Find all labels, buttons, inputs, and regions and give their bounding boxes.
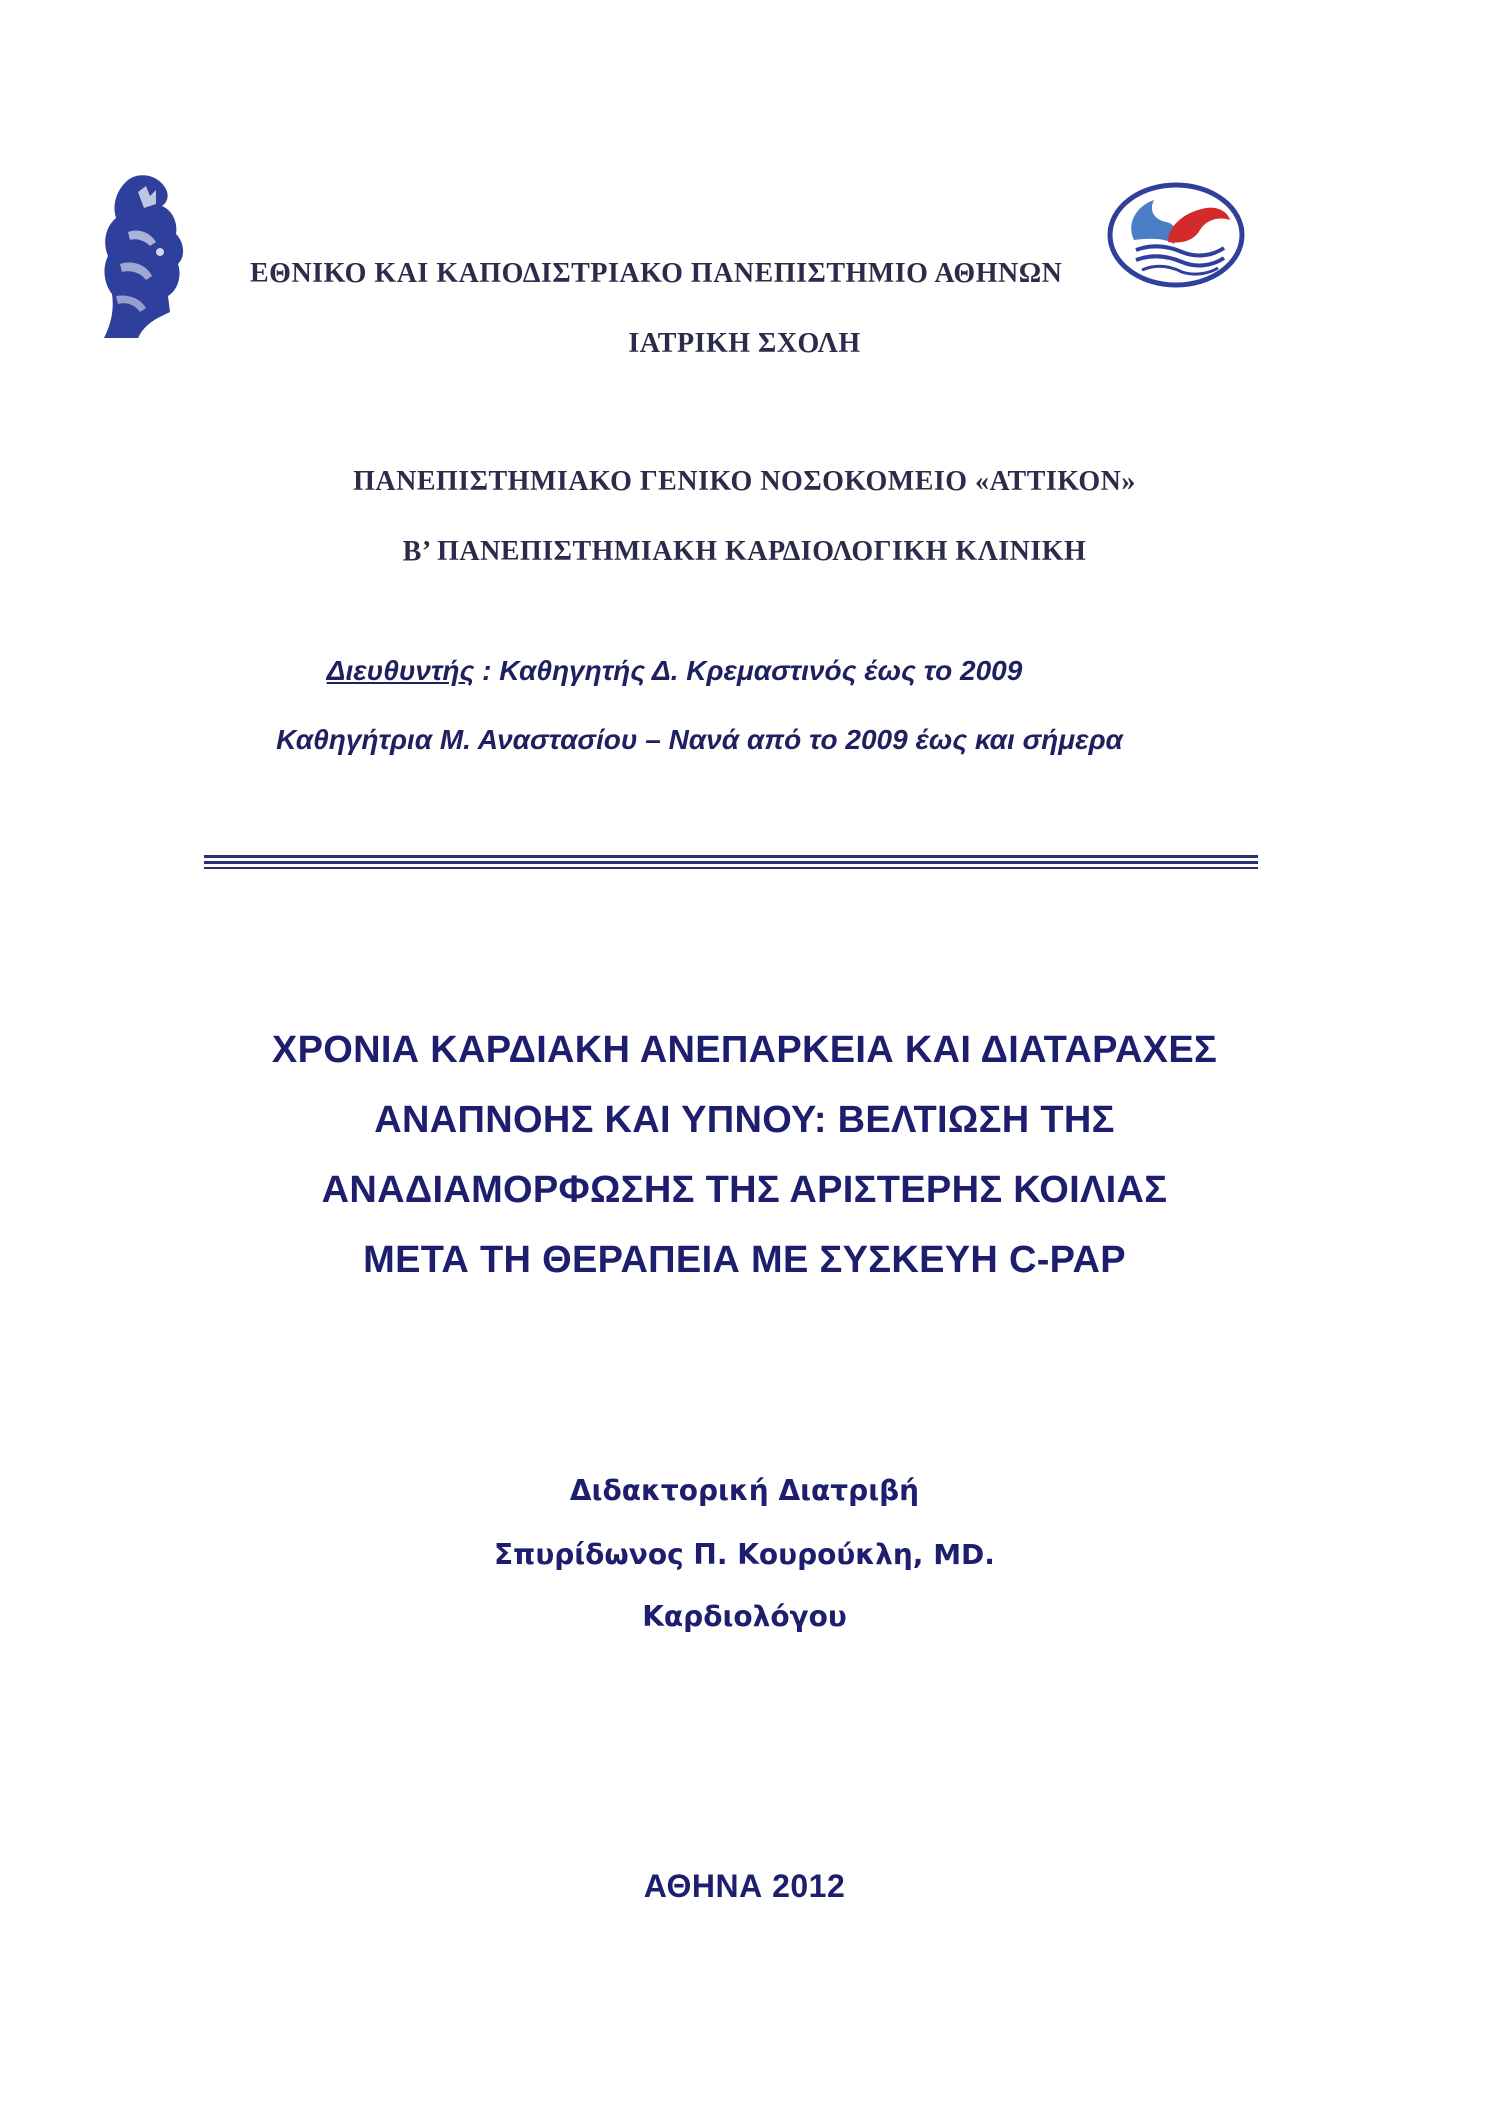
- university-name: ΕΘΝΙΚΟ ΚΑΙ ΚΑΠΟΔΙΣΤΡΙΑΚΟ ΠΑΝΕΠΙΣΤΗΜΙΟ ΑΘΗΝΩΝ: [250, 258, 1063, 289]
- clinic-name: Β’ ΠΑΝΕΠΙΣΤΗΜΙΑΚΗ ΚΑΡΔΙΟΛΟΓΙΚΗ ΚΛΙΝΙΚΗ: [402, 536, 1087, 567]
- hospital-logo-icon: [1106, 180, 1246, 290]
- title-line: ΑΝΑΠΝΟΗΣ ΚΑΙ ΥΠΝΟΥ: ΒΕΛΤΙΩΣΗ ΤΗΣ: [374, 1099, 1115, 1141]
- divider-rule: [204, 867, 1258, 869]
- director-line-2: Καθηγήτρια Μ. Αναστασίου – Νανά από το 2009 έως και σήμερα: [276, 724, 1123, 755]
- thesis-title: [0, 1015, 1489, 1295]
- director-line-1-text: : Καθηγητής Δ. Κρεμαστινός έως το 2009: [474, 655, 1023, 686]
- author-specialty: Καρδιολόγου: [642, 1600, 847, 1633]
- thesis-type: Διδακτορική Διατριβή: [569, 1474, 920, 1507]
- director-line-1: [0, 655, 1419, 687]
- divider-rule: [204, 861, 1258, 864]
- university-logo-icon: [98, 172, 198, 342]
- divider-rule: [204, 855, 1258, 858]
- city-year: ΑΘΗΝΑ 2012: [643, 1868, 846, 1904]
- school-name: ΙΑΤΡΙΚΗ ΣΧΟΛΗ: [628, 328, 861, 359]
- author-name: Σπυρίδωνος Π. Κουρούκλη, MD.: [494, 1538, 995, 1571]
- director-label: Διευθυντής: [326, 655, 475, 686]
- title-line: ΑΝΑΔΙΑΜΟΡΦΩΣΗΣ ΤΗΣ ΑΡΙΣΤΕΡΗΣ ΚΟΙΛΙΑΣ: [321, 1169, 1168, 1211]
- hospital-name: ΠΑΝΕΠΙΣΤΗΜΙΑΚΟ ΓΕΝΙΚΟ ΝΟΣΟΚΟΜΕΙΟ «ΑΤΤΙΚΟΝ»: [353, 466, 1136, 497]
- title-line: ΜΕΤΑ ΤΗ ΘΕΡΑΠΕΙΑ ΜΕ ΣΥΣΚΕΥΗ C-PAP: [363, 1239, 1126, 1281]
- title-line: ΧΡΟΝΙΑ ΚΑΡΔΙΑΚΗ ΑΝΕΠΑΡΚΕΙΑ ΚΑΙ ΔΙΑΤΑΡΑΧΕΣ: [271, 1029, 1218, 1071]
